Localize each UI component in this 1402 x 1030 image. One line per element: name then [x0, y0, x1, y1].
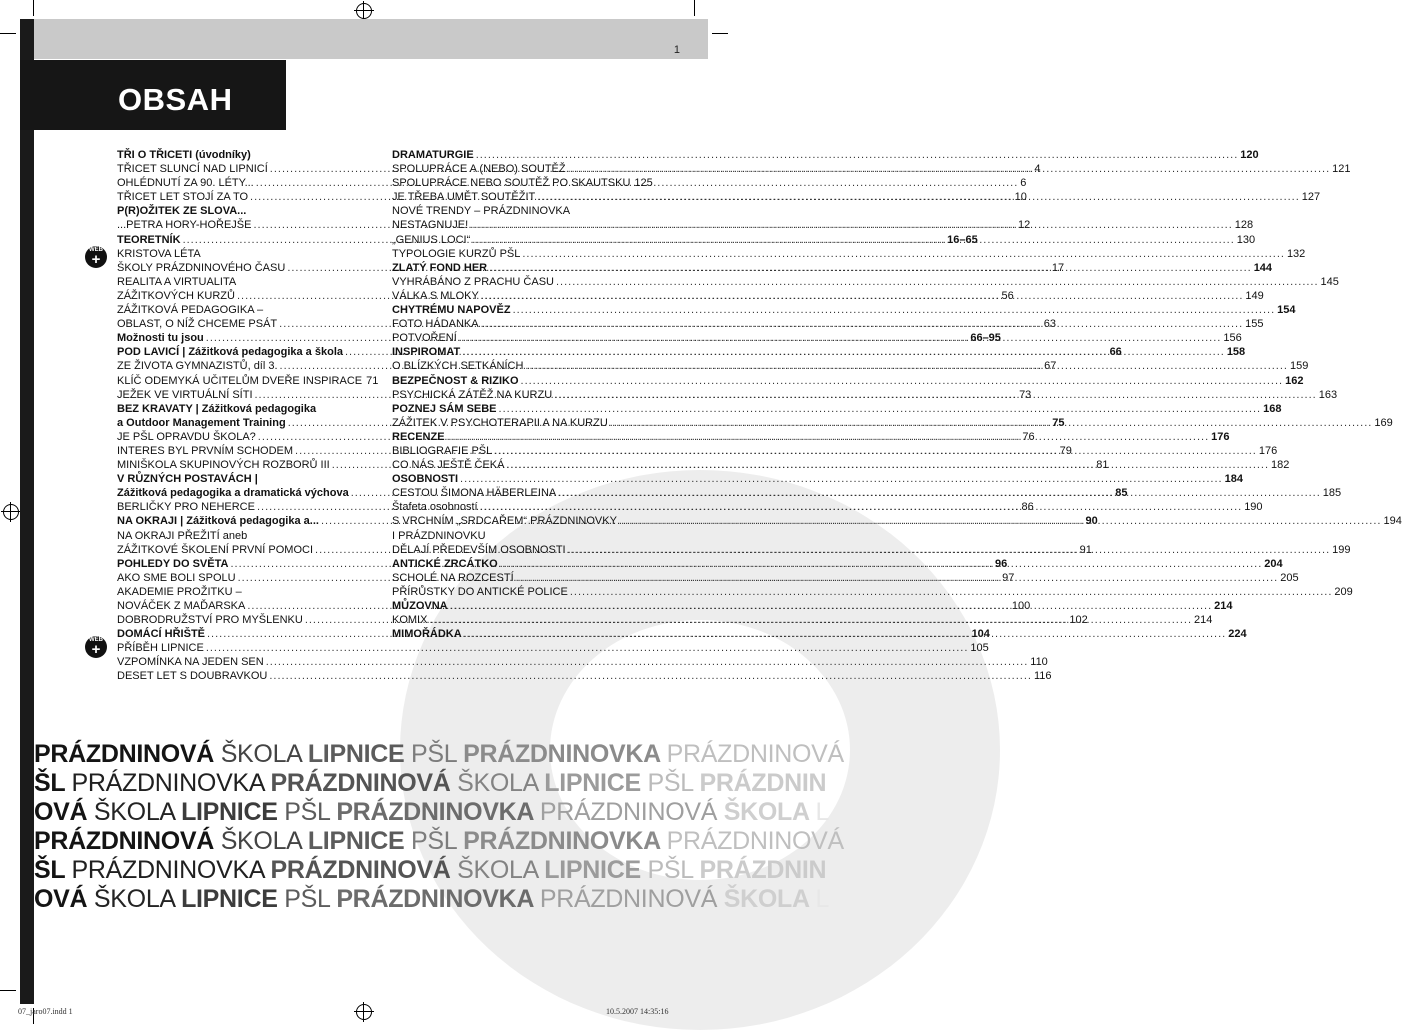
toc-entry-page: 176 — [1211, 430, 1230, 443]
toc-leader — [460, 472, 1223, 486]
toc-leader — [558, 486, 1321, 500]
toc-entry-page: 67 — [1044, 360, 1057, 373]
toc-entry-title: Možnosti tu jsou — [117, 332, 204, 345]
toc-entry-page: 75 — [1052, 416, 1065, 429]
toc-entry — [392, 585, 1353, 599]
toc-entry — [117, 585, 376, 599]
toc-leader — [525, 359, 1288, 373]
toc-entry-page: 76 — [1022, 430, 1035, 443]
toc-entry-title: POZNEJ SÁM SEBE — [392, 402, 497, 415]
toc-entry-title: ZÁŽITKOVÝCH KURZŮ — [117, 289, 235, 302]
toc-entry — [392, 374, 1304, 388]
toc-entry-page: 91 — [1079, 543, 1092, 556]
toc-entry-page: 194 — [1383, 515, 1402, 528]
toc-entry-page: 158 — [1226, 346, 1246, 359]
toc-leader — [610, 416, 1373, 430]
toc-entry-title: ZÁŽITEK V PSYCHOTERAPII A NA KURZU — [392, 416, 608, 429]
toc-entry-page: 105 — [970, 642, 989, 655]
toc-leader — [481, 317, 1244, 331]
toc-entry-title: ZÁŽITKOVÁ PEDAGOGIKA – — [117, 304, 264, 317]
toc-leader — [506, 458, 1269, 472]
toc-entry-title: FOTO HÁDANKA — [392, 318, 479, 331]
watermark-line: PRÁZDNINOVÁ ŠKOLA LIPNICE PŠL PRÁZDNINOVKA PRÁZDNINOVÁ — [34, 740, 844, 768]
toc-entry-title: JE TŘEBA UMĚT SOUTĚŽIT — [392, 191, 536, 204]
toc-entry-title: JEŽEK VE VIRTUÁLNÍ SÍTI — [117, 388, 253, 401]
toc-entry-title: KRISTOVA LÉTA — [117, 247, 201, 260]
toc-entry — [117, 275, 376, 289]
toc-entry-page: 66–95 — [970, 332, 1001, 345]
toc-entry-title: MIMOŘÁDKA — [392, 628, 462, 641]
toc-entry-page: 4 — [1034, 163, 1041, 176]
toc-entry-title: DESET LET S DOUBRAVKOU — [117, 670, 268, 683]
toc-entry-page: 16–65 — [947, 233, 978, 246]
toc-entry-page: 73 — [1019, 388, 1032, 401]
toc-entry-page: 116 — [1033, 670, 1052, 683]
toc-entry-page: 86 — [1021, 501, 1034, 514]
toc-leader — [481, 289, 1244, 303]
toc-entry-title: DĚLAJÍ PŘEDEVŠÍM OSOBNOSTI — [392, 543, 566, 556]
toc-entry-title: ...PETRA HORY-HOŘEJŠE — [117, 219, 252, 232]
toc-entry — [392, 529, 651, 543]
toc-entry-title: SCHOLÉ NA ROZCESTÍ — [392, 571, 514, 584]
toc-entry-title: CHYTRÉMU NAPOVĚZ — [392, 304, 511, 317]
toc-entry-title: NA OKRAJI | Zážitková pedagogika a... — [117, 515, 319, 528]
toc-entry-page: 56 — [1001, 289, 1014, 302]
toc-leader — [206, 641, 969, 655]
toc-entry — [392, 176, 651, 190]
toc-entry-page: 154 — [1277, 304, 1296, 317]
toc-entry-page: 205 — [1280, 571, 1299, 584]
toc-entry-page: 128 — [1234, 219, 1254, 232]
toc-entry-title: POD LAVICÍ | Zážitková pedagogika a škola — [117, 346, 343, 359]
toc-entry-page: 102 — [1069, 614, 1088, 627]
toc-entry-title: BEZ KRAVATY | Zážitková pedagogika — [117, 402, 317, 415]
left-edge-bar — [20, 19, 34, 1004]
toc-entry-title: a Outdoor Management Training — [117, 416, 286, 429]
toc-entry-page: 17 — [1051, 261, 1065, 274]
toc-entry-page: 169 — [1374, 416, 1393, 429]
toc-entry-title: KOMIX — [392, 614, 428, 627]
web-badge-label: WEB — [89, 637, 103, 643]
crop-mark — [33, 0, 34, 16]
toc-leader — [499, 402, 1262, 416]
toc-leader — [554, 388, 1317, 402]
toc-entry — [117, 641, 989, 655]
toc-entry-title: OHLÉDNUTÍ ZA 90. LÉTY... — [117, 177, 254, 190]
toc-leader — [521, 374, 1284, 388]
toc-entry-page: 209 — [1334, 585, 1353, 598]
toc-leader — [462, 345, 1225, 359]
toc-entry-title: INTERES BYL PRVNÍM SCHODEM — [117, 444, 294, 457]
toc-entry-page: 121 — [1332, 163, 1351, 176]
toc-entry-title: BEZPEČNOST & RIZIKO — [392, 374, 519, 387]
web-badge-icon — [85, 636, 107, 658]
toc-entry-page: 127 — [1301, 191, 1321, 204]
toc-entry-page: 110 — [1030, 656, 1048, 669]
toc-entry-title: MINIŠKOLA SKUPINOVÝCH ROZBORŮ III — [117, 459, 330, 472]
toc-entry-title: TYPOLOGIE KURZŮ PŠL — [392, 247, 521, 260]
toc-entry-title: ŠKOLY PRÁZDNINOVÉHO ČASU — [117, 261, 286, 274]
toc-entry-title: ZLATÝ FOND HER — [392, 261, 488, 274]
toc-entry-page: 156 — [1223, 332, 1242, 345]
toc-entry-title: INSPIROMAT — [392, 346, 461, 359]
toc-entry-page: 100 — [1011, 600, 1031, 612]
toc-entry-title: VÁLKA S MLOKY — [392, 289, 479, 302]
toc-entry-title: NOVÁČEK Z MAĎARSKA — [117, 600, 246, 612]
toc-entry-title: VYHRÁBÁNO Z PRACHU ČASU — [392, 275, 554, 288]
toc-entry-page: 81 — [1096, 459, 1109, 472]
toc-entry-title: PSYCHICKÁ ZÁTĚŽ NA KURZU — [392, 388, 553, 401]
footer-file: 07_jaro07.indd 1 — [18, 1007, 73, 1016]
toc-entry — [117, 374, 379, 388]
toc-entry-page: 184 — [1224, 473, 1243, 486]
toc-entry-title: TEORETNÍK — [117, 233, 181, 246]
toc-entry-title: SPOLUPRÁCE A (NEBO) SOUTĚŽ — [392, 163, 566, 176]
toc-entry — [117, 402, 376, 416]
toc-entry-title: I PRÁZDNINOVKU — [392, 529, 486, 542]
toc-leader — [480, 500, 1243, 514]
toc-leader — [568, 162, 1331, 176]
crop-mark — [694, 0, 695, 16]
toc-entry-title: ANTICKÉ ZRCÁTKO — [392, 557, 498, 570]
toc-entry-title: CO NÁS JEŠTĚ ČEKÁ — [392, 459, 505, 472]
toc-entry-title: BIBLIOGRAFIE PŠL — [392, 444, 493, 457]
toc-entry — [117, 204, 376, 218]
toc-entry-page: 214 — [1194, 614, 1213, 627]
toc-entry — [117, 303, 376, 317]
toc-entry-page: 6 — [1020, 177, 1027, 190]
toc-entry-title: RECENZE — [392, 430, 445, 443]
toc-entry — [392, 247, 1306, 261]
toc-entry-title: V RŮZNÝCH POSTAVÁCH | — [117, 473, 258, 486]
toc-entry-page: 66 — [1109, 346, 1122, 359]
toc-entry-page: 190 — [1244, 501, 1263, 514]
toc-entry-page: 63 — [1043, 318, 1056, 331]
footer-timestamp: 10.5.2007 14:35:16 — [606, 1007, 669, 1016]
toc-entry-page: 79 — [1059, 444, 1072, 457]
page-number: 1 — [673, 44, 680, 56]
web-badge-symbol: + — [91, 641, 101, 658]
toc-entry — [117, 669, 1052, 683]
toc-entry — [117, 655, 1048, 669]
toc-leader — [494, 444, 1257, 458]
toc-leader — [570, 585, 1333, 599]
toc-entry-title: NA OKRAJI PŘEŽITÍ aneb — [117, 529, 248, 542]
toc-entry-page: 168 — [1263, 402, 1282, 415]
toc-entry-page: 182 — [1271, 459, 1290, 472]
toc-entry — [392, 275, 1339, 289]
toc-entry-title: „GENIUS LOCI“ — [392, 233, 471, 246]
toc-leader — [537, 190, 1300, 204]
toc-leader — [266, 655, 1029, 669]
watermark-line: OVÁ ŠKOLA LIPNICE PŠL PRÁZDNINOVKA PRÁZDNINOVÁ ŠKOLA L — [34, 798, 830, 826]
toc-entry — [117, 529, 376, 543]
toc-entry-title: OBLAST, O NÍŽ CHCEME PSÁT — [117, 318, 278, 331]
toc-entry-title: POHLEDY DO SVĚTA — [117, 557, 229, 570]
toc-entry-title: TŘICET SLUNCÍ NAD LIPNICÍ — [117, 163, 268, 176]
toc-entry-title: S VRCHNÍM „SRDCAŘEM“ PRÁZDNINOVKY — [392, 515, 617, 528]
toc-entry-title: AKADEMIE PROŽITKU – — [117, 585, 242, 598]
toc-entry-page: 176 — [1258, 444, 1278, 457]
toc-leader — [450, 599, 1213, 613]
toc-leader — [619, 514, 1382, 528]
toc-entry-page: 185 — [1322, 487, 1342, 500]
toc-entry-page: 10 — [1014, 191, 1027, 204]
toc-leader — [429, 613, 1192, 627]
toc-leader — [269, 669, 1032, 683]
watermark-line: OVÁ ŠKOLA LIPNICE PŠL PRÁZDNINOVKA PRÁZDNINOVÁ ŠKOLA L — [34, 885, 830, 913]
toc-entry-title: DOMÁCÍ HŘIŠTĚ — [117, 628, 205, 641]
toc-entry-page: 214 — [1214, 600, 1233, 612]
toc-entry-page: 132 — [1286, 247, 1306, 260]
toc-entry — [117, 472, 376, 486]
toc-entry-page: 155 — [1245, 318, 1264, 331]
toc-entry-title: VZPOMÍNKA NA JEDEN SEN — [117, 656, 264, 669]
toc-entry-title: DOBRODRUŽSTVÍ PRO MYŠLENKU — [117, 614, 303, 627]
toc-entry-title: Štafeta osobností — [392, 501, 478, 514]
web-badge-symbol: + — [91, 251, 101, 268]
toc-entry-page: 144 — [1253, 261, 1273, 274]
toc-leader — [470, 218, 1233, 232]
toc-leader — [513, 303, 1276, 317]
toc-entry-title: SPOLUPRÁCE NEBO SOUTĚŽ PO SKAUTSKU — [392, 177, 631, 190]
registration-mark-icon — [356, 3, 372, 19]
toc-leader — [516, 571, 1279, 585]
toc-entry-title: ZÁŽITKOVÉ ŠKOLENÍ PRVNÍ POMOCI — [117, 543, 314, 556]
toc-entry-title: DRAMATURGIE — [392, 149, 474, 161]
toc-entry-title: TŘI O TŘICETI (úvodníky) — [117, 149, 251, 161]
toc-entry-title: Zážitková pedagogika a dramatická výchova — [117, 487, 349, 500]
toc-entry — [392, 402, 1282, 416]
page-title: OBSAH — [118, 82, 233, 117]
toc-entry-page: 130 — [1236, 233, 1256, 246]
toc-entry-page: 96 — [995, 557, 1008, 570]
toc-entry-title: ZE ŽIVOTA GYMNAZISTŮ, díl 3. — [117, 360, 278, 373]
toc-entry-page: 12 — [1018, 219, 1031, 232]
toc-entry-page: 104 — [971, 628, 990, 641]
toc-entry — [392, 218, 1254, 232]
crop-mark — [0, 990, 16, 991]
toc-leader — [556, 275, 1319, 289]
toc-entry-title: JE PŠL OPRAVDU ŠKOLA? — [117, 430, 256, 443]
toc-entry-page: 159 — [1289, 360, 1309, 373]
toc-entry-page: 90 — [1085, 515, 1098, 528]
toc-leader — [489, 261, 1252, 275]
toc-entry-page: 199 — [1332, 543, 1351, 556]
toc-entry-page: 97 — [1002, 571, 1015, 584]
toc-entry-title: POTVOŘENÍ — [392, 332, 457, 345]
web-badge-icon — [85, 246, 107, 268]
toc-entry-title: NOVÉ TRENDY – PRÁZDNINOVKA — [392, 205, 571, 218]
watermark-line: PRÁZDNINOVÁ ŠKOLA LIPNICE PŠL PRÁZDNINOVKA PRÁZDNINOVÁ — [34, 827, 844, 855]
toc-entry-title: OSOBNOSTI — [392, 473, 459, 486]
toc-entry-page: 204 — [1264, 557, 1283, 570]
toc-entry-page: 163 — [1318, 388, 1338, 401]
toc-entry-title: P(R)OŽITEK ZE SLOVA... — [117, 205, 247, 218]
toc-entry-title: MŮZOVNA — [392, 600, 448, 612]
toc-entry — [392, 162, 1351, 176]
toc-entry-page: 149 — [1245, 289, 1264, 302]
toc-entry-page: 224 — [1228, 628, 1247, 641]
web-badge-label: WEB — [89, 247, 103, 253]
watermark-line: ŠL PRÁZDNINOVKA PRÁZDNINOVÁ ŠKOLA LIPNICE PŠL PRÁZDNIN — [34, 769, 827, 797]
toc-entry-page: 125 — [634, 177, 653, 190]
toc-entry-title: PŘÍRŮSTKY DO ANTICKÉ POLICE — [392, 585, 568, 598]
toc-entry — [392, 204, 651, 218]
toc-entry-title: NESTAGNUJE! — [392, 219, 469, 232]
header-bar — [20, 19, 708, 59]
toc-entry — [392, 430, 1230, 444]
crop-mark — [712, 33, 728, 34]
toc-entry-title: PŘÍBĚH LIPNICE — [117, 642, 204, 655]
registration-mark-icon — [356, 1004, 372, 1020]
toc-entry-page: 71 — [366, 374, 379, 387]
toc-leader — [476, 148, 1239, 162]
crop-mark — [0, 33, 16, 34]
toc-leader — [472, 233, 1235, 247]
watermark-line: ŠL PRÁZDNINOVKA PRÁZDNINOVÁ ŠKOLA LIPNICE PŠL PRÁZDNIN — [34, 856, 827, 884]
toc-leader — [500, 557, 1263, 571]
toc-leader — [464, 627, 1227, 641]
toc-leader — [522, 247, 1285, 261]
toc-entry-page: 120 — [1240, 149, 1259, 161]
toc-leader — [568, 543, 1331, 557]
toc-entry-title: KLÍČ ODEMYKÁ UČITELŮM DVEŘE INSPIRACE — [117, 374, 363, 387]
toc-entry-title: CESTOU ŠIMONA HÄBERLEINA — [392, 487, 557, 500]
toc-entry — [117, 247, 376, 261]
toc-entry-title: AKO SME BOLI SPOLU — [117, 571, 236, 584]
toc-entry — [392, 148, 1259, 162]
toc-entry — [117, 148, 376, 162]
toc-leader — [447, 430, 1210, 444]
toc-entry — [392, 303, 1296, 317]
toc-entry-page: 162 — [1285, 374, 1304, 387]
registration-mark-icon — [3, 504, 19, 520]
toc-entry-title: REALITA A VIRTUALITA — [117, 275, 237, 288]
toc-entry-title: BERLIČKY PRO NEHERCE — [117, 501, 255, 514]
toc-entry-title: O BLÍZKÝCH SETKÁNÍCH — [392, 360, 524, 373]
toc-leader — [459, 331, 1222, 345]
toc-entry-page: 145 — [1320, 275, 1339, 288]
toc-entry — [392, 486, 1342, 500]
toc-entry-title: TŘICET LET STOJÍ ZA TO — [117, 191, 249, 204]
toc-entry-page: 85 — [1115, 487, 1128, 500]
toc-entry — [392, 472, 1243, 486]
